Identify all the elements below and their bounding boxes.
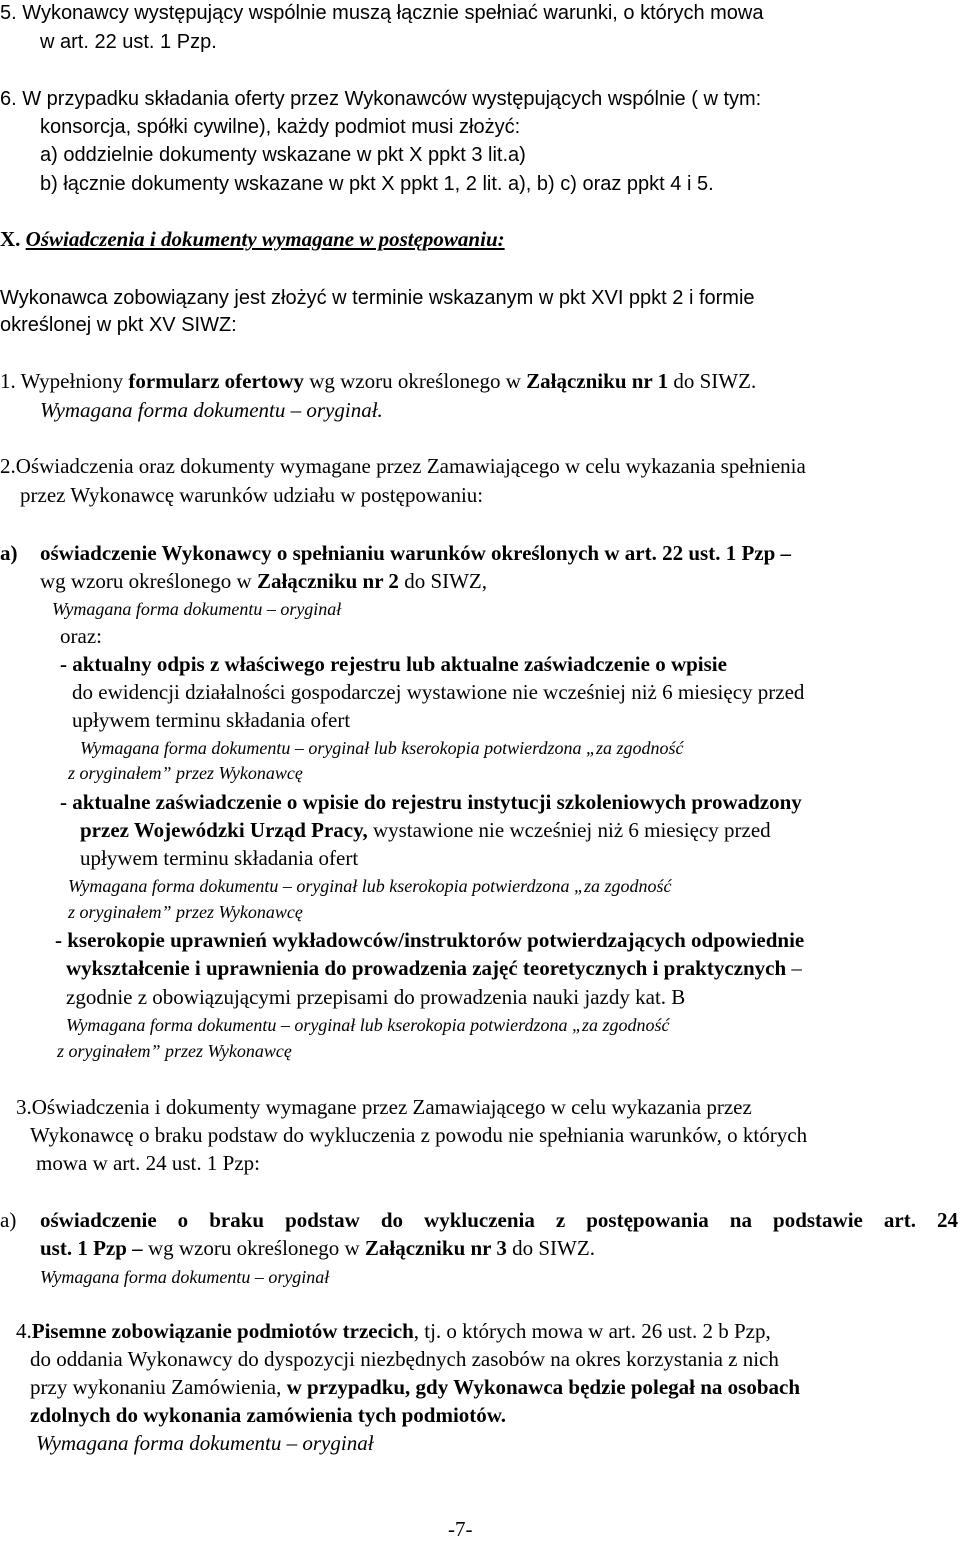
- item-2a-oraz: oraz:: [60, 624, 102, 648]
- item-2a-post: do SIWZ,: [398, 569, 488, 593]
- section-x-title: Oświadczenia i dokumenty wymagane w postępowaniu:: [25, 227, 505, 251]
- doc-3-dash: –: [786, 956, 802, 980]
- item-1-pre: 1. Wypełniony: [0, 369, 129, 393]
- section-x-intro-2: określonej w pkt XV SIWZ:: [0, 314, 237, 336]
- item-4-line-2: do oddania Wykonawcy do dyspozycji niezbędnych zasobów na okres korzystania z nich: [30, 1347, 779, 1371]
- doc-2-required-form-1: Wymagana forma dokumentu – oryginał lub kserokopia potwierdzona „za zgodność: [68, 876, 672, 896]
- doc-2-title: - aktualne zaświadczenie o wpisie do rejestru instytucji szkoleniowych prowadzony: [60, 790, 802, 814]
- doc-1-line-2: do ewidencji działalności gospodarczej wystawione nie wcześniej niż 6 miesięcy przed: [72, 680, 805, 704]
- item-2a-label: a): [0, 541, 18, 565]
- item-2a-statement: oświadczenie Wykonawcy o spełnianiu warunków określonych w art. 22 ust. 1 Pzp –: [40, 541, 792, 565]
- doc-2-line-2: [80, 817, 771, 843]
- item-2a-pre: wg wzoru określonego w: [40, 569, 257, 593]
- item-3-line-1: 3.Oświadczenia i dokumenty wymagane przez Zamawiającego w celu wykazania przez: [16, 1095, 752, 1119]
- point-5-line-1: 5. Wykonawcy występujący wspólnie muszą łącznie spełniać warunki, o których mowa: [0, 2, 764, 24]
- item-2-line-1: 2.Oświadczenia oraz dokumenty wymagane przez Zamawiającego w celu wykazania spełnienia: [0, 454, 806, 478]
- item-1-line: [0, 368, 756, 394]
- point-6-line-2: konsorcja, spółki cywilne), każdy podmiot musi złożyć:: [40, 116, 521, 138]
- item-1-required-form: Wymagana forma dokumentu – oryginał.: [40, 398, 383, 422]
- item-1-form-name: formularz ofertowy: [128, 369, 304, 393]
- item-3-line-3: mowa w art. 24 ust. 1 Pzp:: [36, 1151, 260, 1175]
- point-5-line-2: w art. 22 ust. 1 Pzp.: [40, 31, 217, 53]
- item-3a-attachment: Załączniku nr 3: [364, 1236, 507, 1260]
- item-4-condition: w przypadku, gdy Wykonawca będzie polegał na osobach: [286, 1375, 801, 1399]
- item-2a-required-form: Wymagana forma dokumentu – oryginał: [52, 599, 342, 619]
- item-1-mid: wg wzoru określonego w: [303, 369, 527, 393]
- item-3a-required-form: Wymagana forma dokumentu – oryginał: [40, 1267, 330, 1287]
- item-4-line-1: [16, 1318, 771, 1344]
- doc-3-title-1: - kserokopie uprawnień wykładowców/instruktorów potwierdzających odpowiednie: [55, 928, 805, 952]
- page-number: -7-: [448, 1517, 473, 1541]
- doc-1-title: - aktualny odpis z właściwego rejestru lub aktualne zaświadczenie o wpisie: [60, 652, 727, 676]
- item-1-post: do SIWZ.: [668, 369, 757, 393]
- item-2-line-2: przez Wykonawcę warunków udziału w postępowaniu:: [20, 483, 484, 507]
- doc-3-required-form-1: Wymagana forma dokumentu – oryginał lub kserokopia potwierdzona „za zgodność: [66, 1015, 670, 1035]
- doc-2-rest: wystawione nie wcześniej niż 6 miesięcy przed: [367, 818, 771, 842]
- doc-3-line-3: zgodnie z obowiązującymi przepisami do prowadzenia nauki jazdy kat. B: [66, 985, 686, 1009]
- doc-3-line-2: [66, 955, 802, 981]
- point-6-item-a: a) oddzielnie dokumenty wskazane w pkt X ppkt 3 lit.a): [40, 144, 526, 166]
- item-3a-statement: oświadczenie o braku podstaw do wykluczenia z postępowania na podstawie art. 24: [40, 1208, 958, 1232]
- section-x-intro-1: Wykonawca zobowiązany jest złożyć w terminie wskazanym w pkt XVI ppkt 2 i formie: [0, 287, 755, 309]
- item-4-required-form: Wymagana forma dokumentu – oryginał: [36, 1431, 374, 1455]
- doc-3-required-form-2: z oryginałem” przez Wykonawcę: [57, 1041, 292, 1061]
- doc-3-title-2: wykształcenie i uprawnienia do prowadzenia zajęć teoretycznych i praktycznych: [66, 956, 787, 980]
- item-3a-label: a): [0, 1208, 17, 1232]
- item-4-line-4: zdolnych do wykonania zamówienia tych podmiotów.: [30, 1403, 507, 1427]
- doc-1-required-form-2: z oryginałem” przez Wykonawcę: [68, 763, 303, 783]
- doc-2-office: przez Wojewódzki Urząd Pracy,: [80, 818, 368, 842]
- item-4-line-3-pre: przy wykonaniu Zamówienia,: [30, 1375, 287, 1399]
- item-4-number: 4.: [16, 1319, 32, 1343]
- item-2a-line-2: [40, 568, 487, 594]
- item-4-line-3: [30, 1374, 800, 1400]
- item-3-line-2: Wykonawcę o braku podstaw do wykluczenia z powodu nie spełniania warunków, o których: [30, 1123, 808, 1147]
- doc-2-required-form-2: z oryginałem” przez Wykonawcę: [68, 902, 303, 922]
- item-4-rest: , tj. o których mowa w art. 26 ust. 2 b Pzp,: [413, 1319, 771, 1343]
- point-6-line-1: 6. W przypadku składania oferty przez Wykonawców występujących wspólnie ( w tym:: [0, 88, 762, 110]
- doc-1-line-3: upływem terminu składania ofert: [72, 708, 351, 732]
- item-3a-line-2: [40, 1235, 595, 1261]
- point-6-item-b: b) łącznie dokumenty wskazane w pkt X ppkt 1, 2 lit. a), b) c) oraz ppkt 4 i 5.: [40, 173, 714, 195]
- item-3a-pre: wg wzoru określonego w: [142, 1236, 365, 1260]
- section-x-heading: [0, 226, 505, 252]
- doc-2-line-3: upływem terminu składania ofert: [80, 846, 359, 870]
- item-1-attachment: Załączniku nr 1: [526, 369, 669, 393]
- item-4-title: Pisemne zobowiązanie podmiotów trzecich: [31, 1319, 414, 1343]
- item-3a-post: do SIWZ.: [506, 1236, 595, 1260]
- doc-1-required-form-1: Wymagana forma dokumentu – oryginał lub kserokopia potwierdzona „za zgodność: [80, 738, 684, 758]
- item-3a-statement-end: ust. 1 Pzp –: [40, 1236, 143, 1260]
- item-2a-attachment: Załączniku nr 2: [256, 569, 399, 593]
- section-x-number: X.: [0, 227, 21, 251]
